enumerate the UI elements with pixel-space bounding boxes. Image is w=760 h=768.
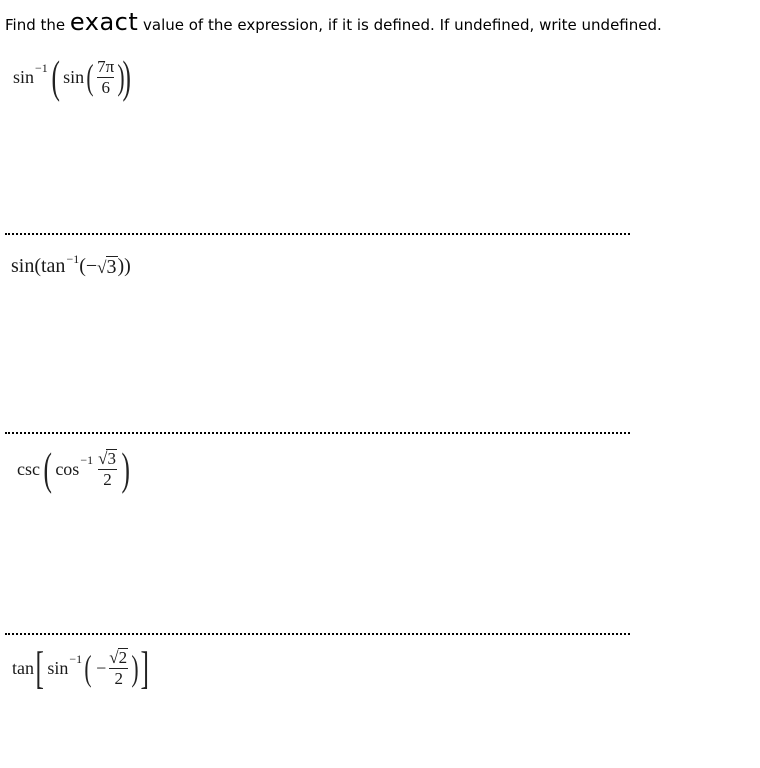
problem-4-denominator: 2 — [114, 669, 123, 688]
problem-1-inner-close-paren: ) — [117, 57, 125, 97]
problem-4-outer-fn: tan — [12, 657, 34, 678]
problem-4-inner-fn: sin — [47, 657, 69, 678]
problem-3-fraction — [98, 449, 117, 489]
problem-4-close-bracket: ] — [140, 642, 150, 693]
problem-3-outer-fn: csc — [17, 458, 40, 479]
instruction-text — [5, 8, 662, 36]
problem-4-radicand: 2 — [118, 648, 128, 668]
problem-4-sqrt — [109, 648, 128, 667]
sqrt-icon: √ — [109, 648, 119, 668]
problem-1-outer-exponent: −1 — [35, 60, 48, 75]
separator-1 — [5, 233, 630, 235]
problem-3-inner-exponent: −1 — [80, 452, 94, 467]
problem-2-open: (− — [79, 255, 98, 277]
separator-2 — [5, 432, 630, 434]
problem-4-open-bracket: [ — [35, 642, 44, 693]
sqrt-icon: √ — [97, 257, 107, 277]
problem-1-denominator: 6 — [101, 77, 110, 97]
problem-2-sqrt — [97, 256, 117, 278]
problem-3-radicand: 3 — [107, 449, 116, 469]
problem-1-expression — [13, 51, 135, 102]
problem-3-close-paren: ) — [121, 443, 130, 494]
problem-2-close: )) — [117, 255, 131, 277]
problem-1-outer-fn: sin — [13, 66, 35, 87]
problem-1-close-paren: ) — [122, 51, 132, 102]
problem-3-denominator: 2 — [103, 470, 112, 489]
problem-1-fraction — [97, 58, 114, 97]
problem-2-expression — [11, 252, 131, 278]
problem-1-numerator: 7π — [97, 56, 115, 76]
instruction-prefix: Find the — [5, 16, 70, 34]
problem-1-inner-open-paren: ( — [86, 57, 94, 97]
problem-2-outer-fn: sin(tan — [11, 255, 66, 277]
problem-3-sqrt — [98, 449, 117, 468]
problem-1-open-paren: ( — [51, 51, 60, 102]
problem-4-expression — [12, 642, 152, 693]
problem-3-inner-fn: cos — [55, 458, 80, 479]
separator-3 — [5, 633, 630, 635]
problem-1-inner-fn: sin — [63, 66, 85, 87]
problem-2-outer-exponent: −1 — [66, 252, 80, 266]
problem-4-close-paren: ) — [131, 648, 139, 688]
problem-2-radicand: 3 — [106, 255, 117, 278]
problem-4-fraction — [109, 648, 128, 688]
problem-3-expression — [17, 443, 133, 494]
problem-4-sign: − — [96, 657, 107, 678]
sqrt-icon: √ — [98, 449, 108, 469]
problem-4-inner-exponent: −1 — [69, 651, 83, 666]
problem-3-open-paren: ( — [43, 443, 52, 494]
instruction-suffix: value of the expression, if it is defined. If undefined, write undefined. — [138, 16, 662, 34]
problem-4-open-paren: ( — [84, 648, 92, 688]
instruction-emphasis: exact — [69, 8, 139, 36]
